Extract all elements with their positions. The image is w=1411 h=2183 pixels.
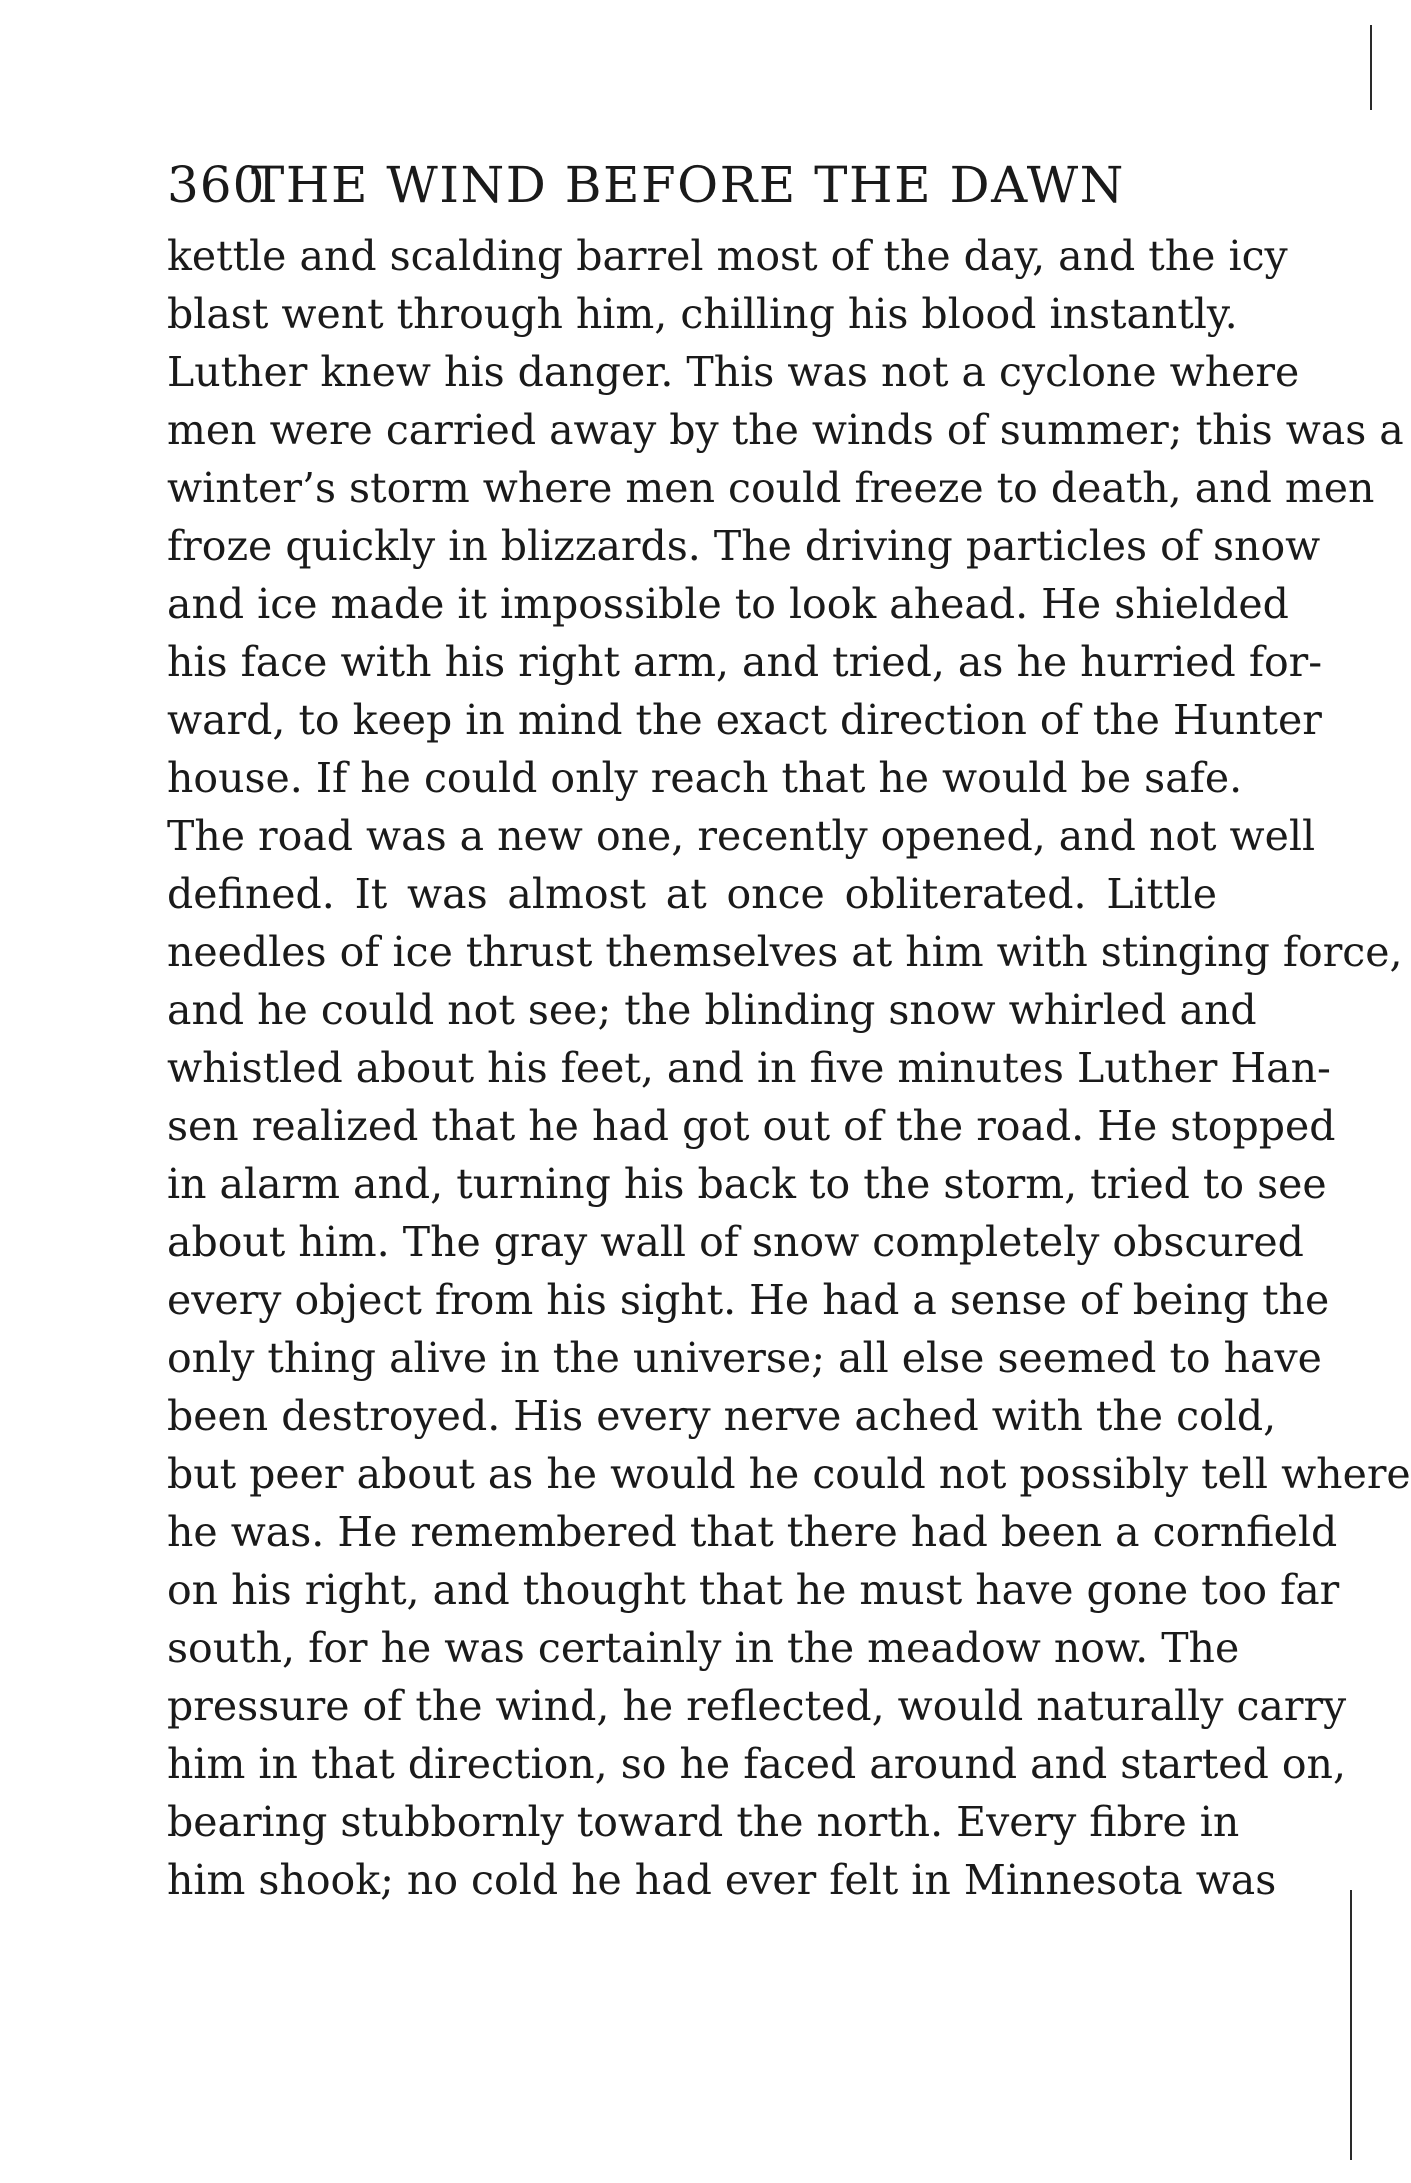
body-text (167, 227, 1411, 1909)
text-line: him in that direction, so he faced around and started on, (167, 1740, 1346, 1788)
text-line: blast went through him, chilling his blood instantly. (167, 290, 1238, 338)
text-line: sen realized that he had got out of the road. He stopped (167, 1102, 1336, 1150)
text-line: men were carried away by the winds of summer; this was a (167, 406, 1404, 454)
text-line: his face with his right arm, and tried, as he hurried for- (167, 638, 1323, 686)
text-line: been destroyed. His every nerve ached with the cold, (167, 1392, 1277, 1440)
text-line: every object from his sight. He had a sense of being the (167, 1276, 1330, 1324)
text-line: whistled about his feet, and in five minutes Luther Han- (167, 1044, 1331, 1092)
text-line: bearing stubbornly toward the north. Every fibre in (167, 1798, 1240, 1846)
running-header (167, 150, 1217, 220)
page-number: 360 (167, 156, 266, 214)
text-line: needles of ice thrust themselves at him with stinging force, (167, 928, 1403, 976)
scan-edge-mark-bottom (1350, 1890, 1352, 2160)
text-line: on his right, and thought that he must have gone too far (167, 1566, 1340, 1614)
running-title: THE WIND BEFORE THE DAWN (251, 156, 1125, 214)
text-line: house. If he could only reach that he would be safe. (167, 754, 1243, 802)
text-line: about him. The gray wall of snow completely obscured (167, 1218, 1304, 1266)
text-line: only thing alive in the universe; all else seemed to have (167, 1334, 1322, 1382)
text-line: in alarm and, turning his back to the storm, tried to see (167, 1160, 1327, 1208)
scan-edge-mark-top (1370, 25, 1372, 110)
text-line: but peer about as he would he could not possibly tell where (167, 1450, 1411, 1498)
text-line: winter’s storm where men could freeze to death, and men (167, 464, 1375, 512)
text-line: pressure of the wind, he reflected, would naturally carry (167, 1682, 1347, 1730)
text-line: and he could not see; the blinding snow whirled and (167, 986, 1257, 1034)
text-line: south, for he was certainly in the meadow now. The (167, 1624, 1240, 1672)
text-line: and ice made it impossible to look ahead. He shielded (167, 580, 1289, 628)
text-line: ward, to keep in mind the exact direction of the Hunter (167, 696, 1322, 744)
text-line: him shook; no cold he had ever felt in Minnesota was (167, 1856, 1277, 1904)
text-line: he was. He remembered that there had been a cornfield (167, 1508, 1338, 1556)
text-line: froze quickly in blizzards. The driving particles of snow (167, 522, 1321, 570)
text-line: The road was a new one, recently opened, and not well (167, 812, 1316, 860)
text-line: kettle and scalding barrel most of the day, and the icy (167, 232, 1288, 280)
text-line: Luther knew his danger. This was not a cyclone where (167, 348, 1300, 396)
text-line: defined. It was almost at once obliterated. Little (167, 870, 1217, 918)
